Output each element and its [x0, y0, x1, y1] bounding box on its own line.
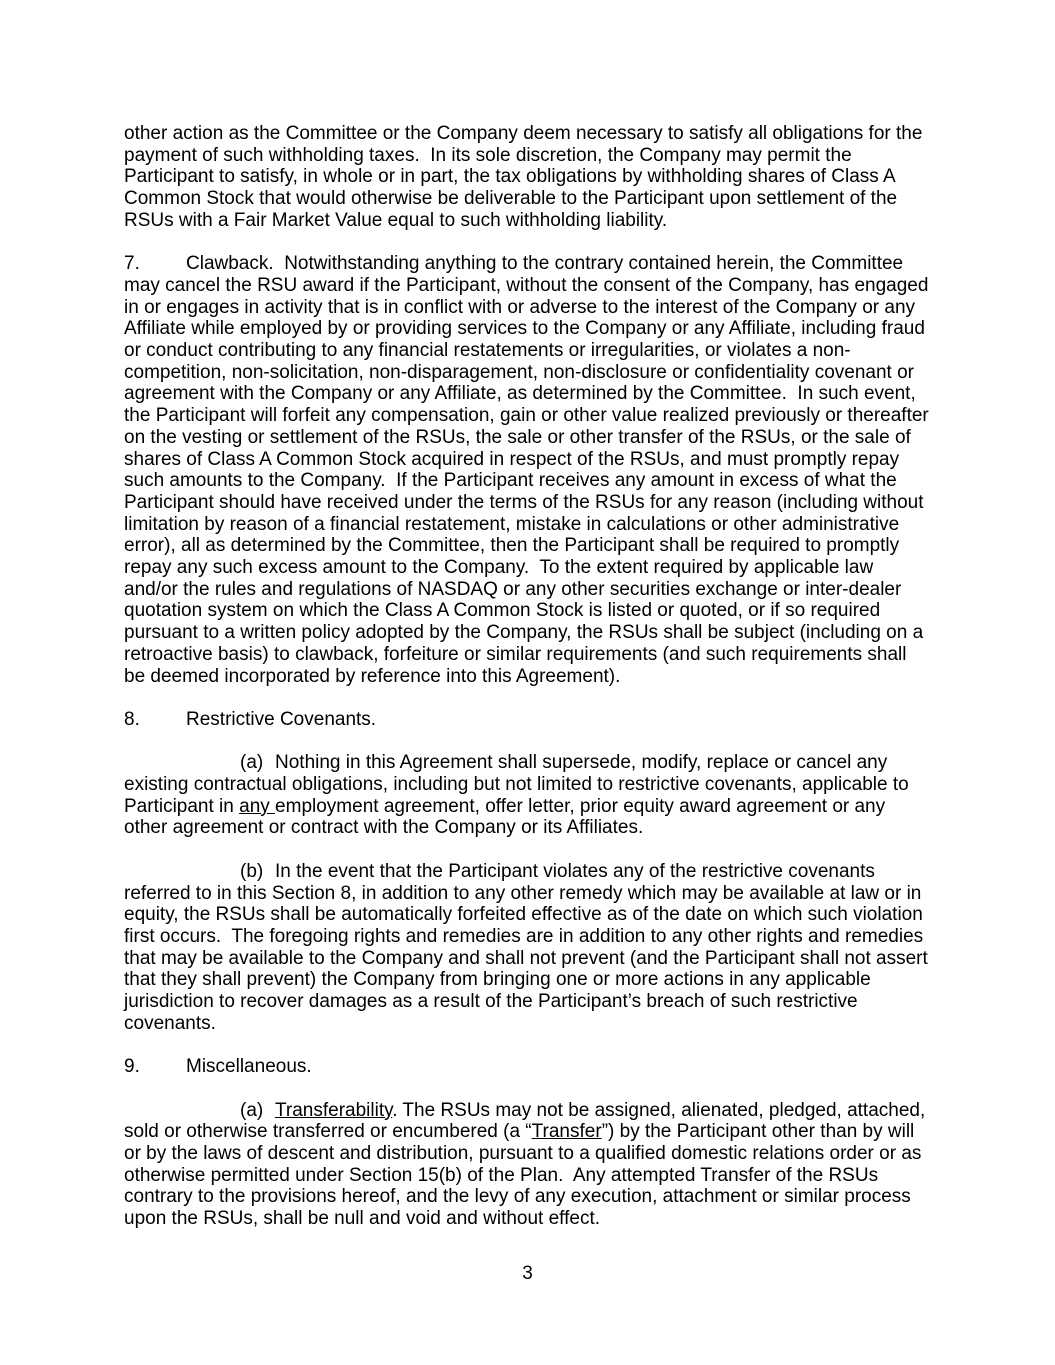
text-segment: . The RSUs may not be assigned, alienated, pledged, attached, sold or otherwise transferred or encumbered (a “: [124, 1099, 931, 1143]
text-segment: any: [239, 795, 276, 817]
text-segment: Miscellaneous.: [186, 1056, 312, 1078]
section-7-clawback-label: 7.: [124, 253, 140, 275]
page-number: 3: [522, 1263, 533, 1284]
text-segment: ”) by the Participant other than by will or by the laws of descent and distribution, pursuant to a qualified domestic relations order or as otherwise permitted under Section 15(b) of the Plan. Any attempted Transfer of the RSUs contrary to the provisions hereof, and the levy of any execution, attachment or similar process upon the RSUs, shall be null and void and without effect.: [124, 1121, 927, 1230]
section-8a-contractual-obligations-label: (a): [240, 752, 264, 774]
text-segment: Transfer: [531, 1121, 602, 1143]
section-9-heading-label: 9.: [124, 1056, 140, 1078]
section-8b-violation-remedies-label: (b): [240, 860, 264, 882]
text-segment: employment agreement, offer letter, prior equity award agreement or any other agreement or contract with the Company or its Affiliates.: [124, 795, 891, 839]
text-segment: Nothing in this Agreement shall supersede, modify, replace or cancel any existing contractual obligations, including but not limited to restrictive covenants, applicable to Participant in: [124, 752, 914, 817]
section-7-clawback: [124, 253, 935, 687]
section-9a-transferability: [124, 1100, 931, 1230]
section-8-heading: [124, 709, 931, 731]
section-8b-violation-remedies: [124, 860, 934, 1035]
text-segment: Clawback. Notwithstanding anything to the contrary contained herein, the Committee may cancel the RSU award if the Participant, without the consent of the Company, has engaged in or engages in activity that is in conflict with or adverse to the interest of the Company or any Affiliate while employed by or providing services to the Company or any Affiliate, including fraud or conduct contributing to any financial restatements or irregularities, or violates a non-competition, non-solicitation, non-disparagement, non-disclosure or confidentiality covenant or agreement with the Company or any Affiliate, as determined by the Committee. In such event, the Participant will forfeit any compensation, gain or other value realized previously or thereafter on the vesting or settlement of the RSUs, the sale or other transfer of the RSUs, or the sale of shares of Class A Common Stock acquired in respect of the RSUs, and must promptly repay such amounts to the Company. If the Participant receives any amount in excess of what the Participant should have received under the terms of the RSUs for any reason (including without limitation by reason of a financial restatement, mistake in calculations or other administrative error), all as determined by the Committee, then the Participant shall be required to promptly repay any such excess amount to the Company. To the extent required by applicable law and/or the rules and regulations of NASDAQ or any other securities exchange or inter-dealer quotation system on which the Class A Common Stock is listed or quoted, or if so required pursuant to a written policy adopted by the Company, the RSUs shall be subject (including on a retroactive basis) to clawback, forfeiture or similar requirements (and such requirements shall be deemed incorporated by reference into this Agreement).: [124, 253, 935, 687]
section-9-heading: [124, 1056, 931, 1078]
section-8a-contractual-obligations: [124, 752, 931, 839]
document-body: [124, 123, 935, 1251]
para-tax-withholding-continuation: [124, 123, 931, 232]
text-segment: Restrictive Covenants.: [186, 708, 377, 730]
section-8-heading-label: 8.: [124, 708, 140, 730]
text-segment: In the event that the Participant violates any of the restrictive covenants referred to in this Section 8, in addition to any other remedy which may be available at law or in equity, the RSUs shall be automatically forfeited effective as of the date on which such violation first occurs. The foregoing rights and remedies are in addition to any other rights and remedies that may be available to the Company and shall not prevent (and the Participant shall not assert that they shall prevent) the Company from bringing one or more actions in any applicable jurisdiction to recover damages as a result of the Participant’s breach of such restrictive covenants.: [124, 860, 934, 1034]
text-segment: other action as the Committee or the Company deem necessary to satisfy all obligations for the payment of such withholding taxes. In its sole discretion, the Company may permit the Participant to satisfy, in whole or in part, the tax obligations by withholding shares of Class A Common Stock that would otherwise be deliverable to the Participant upon settlement of the RSUs with a Fair Market Value equal to such withholding liability.: [124, 123, 928, 231]
text-segment: Transferability: [275, 1099, 393, 1121]
section-9a-transferability-label: (a): [240, 1099, 264, 1121]
